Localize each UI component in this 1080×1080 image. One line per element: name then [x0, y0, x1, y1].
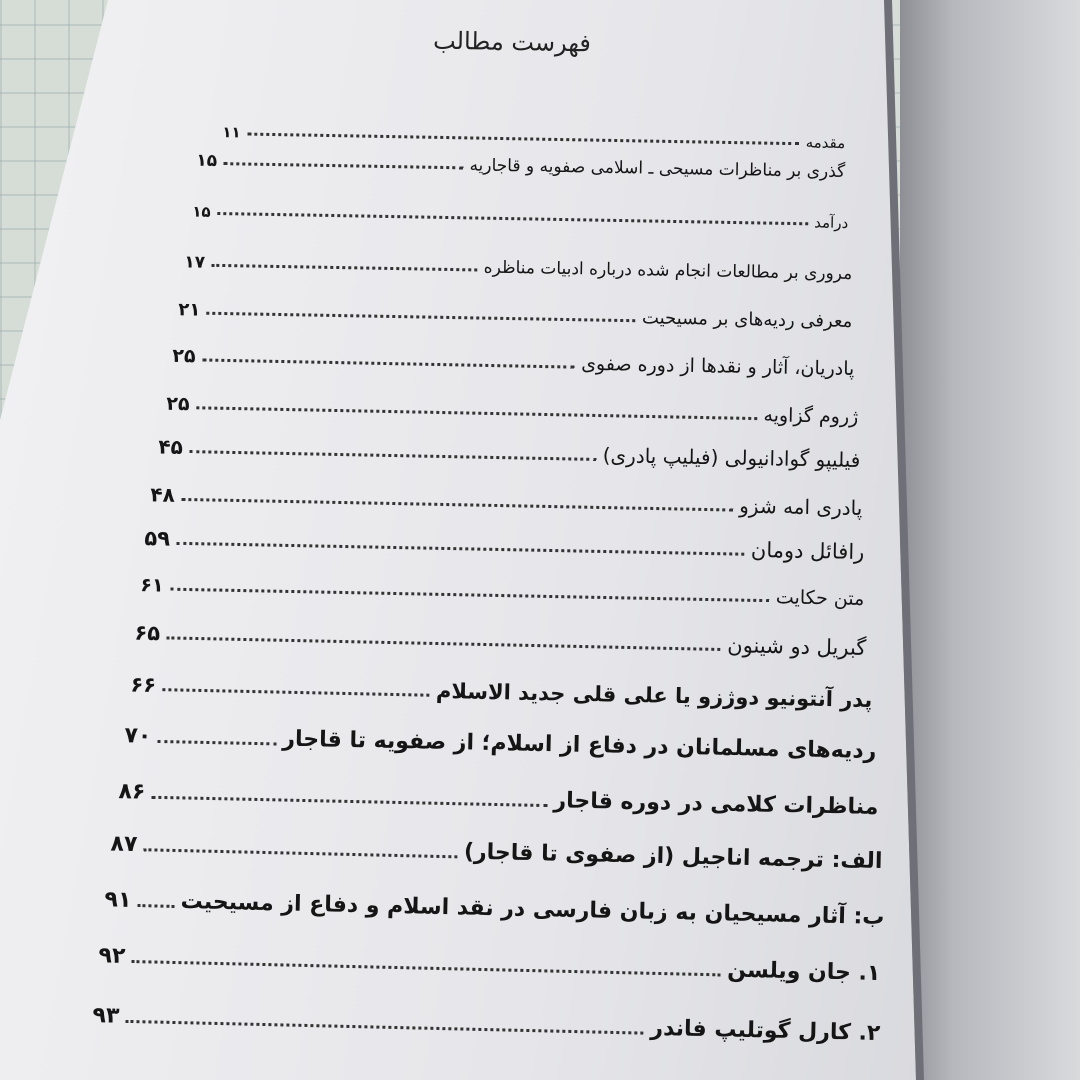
toc-entry-title: ۲. کارل گوتلیپ فاندر — [650, 1015, 881, 1047]
toc-page-number: ۲۱ — [178, 299, 201, 321]
toc-entry — [110, 820, 883, 878]
toc-page-number: ۹۱ — [104, 887, 132, 913]
toc-page-number: ۲۵ — [172, 344, 196, 368]
toc-page-number: ۹۳ — [92, 1003, 120, 1029]
toc-leader-dots — [166, 636, 720, 651]
toc-entry-title: مروری بر مطالعات انجام شده درباره ادبیات مناظره — [483, 257, 853, 285]
toc-page-number: ۱۵ — [192, 202, 211, 221]
toc-entry-title: ردیه‌های مسلمانان در دفاع از اسلام؛ از صفویه تا قاجار — [282, 726, 877, 765]
toc-leader-dots — [162, 688, 429, 697]
toc-leader-dots — [207, 312, 636, 322]
toc-entry — [184, 236, 853, 288]
toc-entry-title: رافائل دومان — [750, 537, 865, 565]
toc-leader-dots — [144, 848, 458, 858]
toc-page-number: ۶۵ — [134, 620, 161, 646]
toc-entry-title: پدر آنتونیو دوژزو یا علی قلی جدید الاسلام — [435, 678, 873, 713]
toc-entry-title: درآمد — [814, 213, 849, 233]
toc-leader-dots — [132, 960, 721, 976]
toc-entry-title: مناظرات کلامی در دوره قاجار — [553, 788, 879, 821]
toc-entry — [172, 331, 855, 384]
toc-page-number: ۵۹ — [144, 526, 171, 551]
toc-leader-dots — [152, 796, 547, 807]
toc-entry — [92, 992, 881, 1050]
toc-page-number: ۱۷ — [184, 252, 206, 273]
toc-leader-dots — [217, 212, 808, 225]
toc-page-number: ۴۵ — [158, 434, 184, 459]
toc-leader-dots — [158, 740, 276, 745]
toc-leader-dots — [202, 358, 575, 368]
toc-entry — [118, 768, 879, 824]
toc-entry-title: گذری بر مناظرات مسیحی ـ اسلامی صفویه و قاجاریه — [469, 155, 846, 183]
toc-entry-title: فیلیپو گوادانیولی (فیلیپ پادری) — [602, 443, 861, 473]
toc-page-number: ۹۲ — [98, 943, 126, 969]
toc-leader-dots — [176, 542, 744, 556]
toc-page-number: ۸۷ — [110, 831, 138, 858]
toc-leader-dots — [138, 904, 174, 908]
toc-entry-title: معرفی ردیه‌های بر مسیحیت — [641, 307, 853, 333]
page-title: فهرست مطالب — [432, 26, 592, 58]
toc-entry-title: ۱. جان ویلسن — [727, 957, 881, 987]
toc-page-number: ۸۶ — [118, 779, 146, 805]
toc-entry-title: مقدمه — [805, 133, 846, 153]
toc-leader-dots — [223, 162, 463, 169]
toc-entry — [144, 514, 865, 568]
toc-entry — [130, 660, 873, 716]
toc-entry-title: متن حکایت — [775, 586, 865, 611]
toc-entry — [158, 423, 861, 476]
toc-page-number: ۶۶ — [130, 672, 157, 697]
toc-leader-dots — [211, 264, 477, 272]
toc-entry-title: گبریل دو شینون — [727, 633, 867, 661]
toc-entry — [178, 284, 853, 336]
toc-page-number: ۷۰ — [124, 723, 152, 749]
toc-leader-dots — [170, 588, 770, 603]
toc-entry-title: پادریان، آثار و نقدها از دوره صفوی — [580, 352, 855, 381]
toc-entry-title: پادری امه شزو — [739, 493, 863, 521]
toc-entry — [104, 876, 885, 934]
toc-entry-title: الف: ترجمه اناجیل (از صفوی تا قاجار) — [463, 839, 883, 875]
toc-entry — [140, 560, 865, 614]
toc-page-number: ۲۵ — [166, 392, 190, 416]
toc-page-number: ۱۵ — [196, 150, 218, 172]
toc-entry — [134, 609, 867, 664]
toc-entry — [98, 932, 881, 990]
toc-page-number: ۴۸ — [150, 482, 176, 507]
toc-leader-dots — [126, 1020, 644, 1035]
toc-leader-dots — [196, 406, 757, 420]
toc-entry — [192, 185, 849, 236]
toc-entry — [124, 712, 877, 768]
toc-leader-dots — [189, 450, 596, 461]
toc-entry-title: ب: آثار مسیحیان به زبان فارسی در نقد اسلام و دفاع از مسیحیت — [180, 889, 885, 931]
toc-entry-title: ژروم گزاویه — [763, 404, 859, 429]
toc-leader-dots — [181, 498, 733, 512]
toc-page-number: ۶۱ — [140, 574, 164, 597]
toc-page-number: ۱۱ — [222, 123, 241, 142]
